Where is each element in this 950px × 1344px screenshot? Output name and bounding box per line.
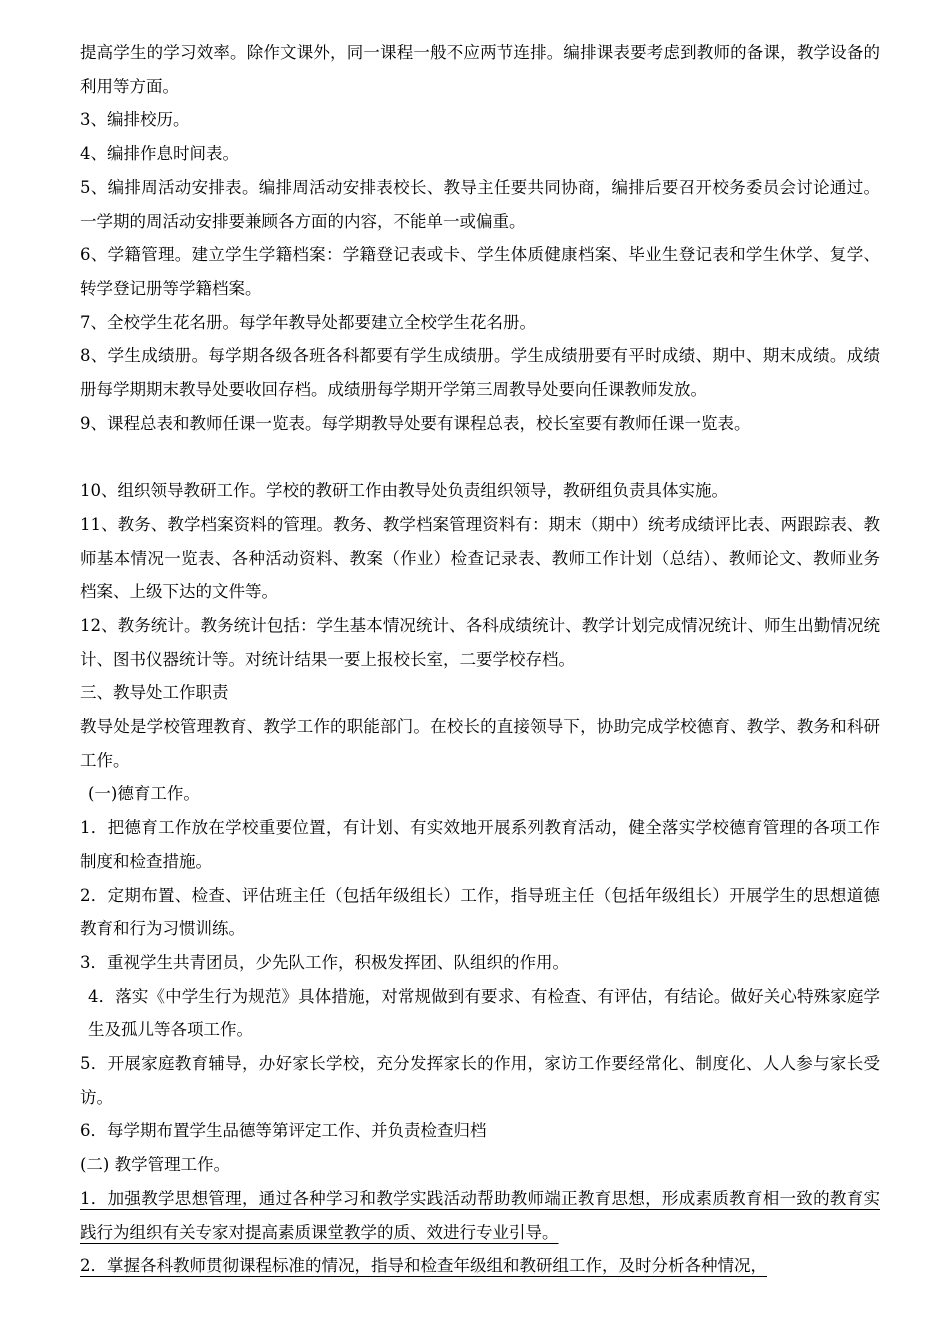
item-4-timetable: 4、编排作息时间表。 <box>80 144 239 164</box>
moral-item-1: 1．把德育工作放在学校重要位置，有计划、有实效地开展系列教育活动，健全落实学校德育管理的各项工作制度和检查措施。 <box>80 818 880 871</box>
moral-item-3: 3．重视学生共青团员，少先队工作，积极发挥团、队组织的作用。 <box>80 952 569 972</box>
subheading-teaching-management: (二) 教学管理工作。 <box>80 1155 231 1175</box>
item-6-student-records: 6、学籍管理。建立学生学籍档案：学籍登记表或卡、学生体质健康档案、毕业生登记表和学生休学、复学、转学登记册等学籍档案。 <box>80 245 880 298</box>
paragraph-scheduling-continued: 提高学生的学习效率。除作文课外，同一课程一般不应两节连排。编排课表要考虑到教师的备课，教学设备的利用等方面。 <box>80 43 880 96</box>
item-11-archives: 11、教务、教学档案资料的管理。教务、教学档案管理资料有：期末（期中）统考成绩评比表、两跟踪表、教师基本情况一览表、各种活动资料、教案（作业）检查记录表、教师工作计划（总结）、教师论文、教师业务档案、上级下达的文件等。 <box>80 514 880 602</box>
section-heading-duties: 三、教导处工作职责 <box>80 683 229 703</box>
item-10-teaching-research: 10、组织领导教研工作。学校的教研工作由教导处负责组织领导，教研组负责具体实施。 <box>80 481 728 501</box>
moral-item-6: 6．每学期布置学生品德等第评定工作、并负责检查归档 <box>80 1121 487 1141</box>
subheading-moral-education: (一)德育工作。 <box>88 784 200 804</box>
moral-item-5: 5．开展家庭教育辅导，办好家长学校，充分发挥家长的作用，家访工作要经常化、制度化、人人参与家长受访。 <box>80 1054 880 1107</box>
paragraph-office-intro: 教导处是学校管理教育、教学工作的职能部门。在校长的直接领导下，协助完成学校德育、教学、教务和科研工作。 <box>80 717 880 770</box>
item-5-weekly-activities: 5、编排周活动安排表。编排周活动安排表校长、教导主任要共同协商，编排后要召开校务委员会讨论通过。一学期的周活动安排要兼顾各方面的内容，不能单一或偏重。 <box>80 177 880 231</box>
teaching-item-1: 1．加强教学思想管理，通过各种学习和教学实践活动帮助教师端正教育思想，形成素质教育相一致的教育实践行为组织有关专家对提高素质课堂教学的质、效进行专业引导。 <box>80 1188 880 1242</box>
item-12-statistics: 12、教务统计。教务统计包括：学生基本情况统计、各科成绩统计、教学计划完成情况统计、师生出勤情况统计、图书仪器统计等。对统计结果一要上报校长室，二要学校存档。 <box>80 615 880 669</box>
item-3-school-calendar: 3、编排校历。 <box>80 110 190 130</box>
item-8-grade-book: 8、学生成绩册。每学期各级各班各科都要有学生成绩册。学生成绩册要有平时成绩、期中、期末成绩。成绩册每学期期末教导处要收回存档。成绩册每学期开学第三周教导处要向任课教师发放。 <box>80 346 880 400</box>
document-page <box>80 36 880 1283</box>
item-7-student-roster: 7、全校学生花名册。每学年教导处都要建立全校学生花名册。 <box>80 312 536 332</box>
moral-item-4: 4．落实《中学生行为规范》具体措施，对常规做到有要求、有检查、有评估，有结论。做好关心特殊家庭学生及孤儿等各项工作。 <box>88 986 880 1040</box>
moral-item-2: 2．定期布置、检查、评估班主任（包括年级组长）工作，指导班主任（包括年级组长）开展学生的思想道德教育和行为习惯训练。 <box>80 885 880 939</box>
blank-line <box>80 440 880 474</box>
teaching-item-2: 2．掌握各科教师贯彻课程标准的情况，指导和检查年级组和教研组工作，及时分析各种情况， <box>80 1256 767 1276</box>
item-9-course-tables: 9、课程总表和教师任课一览表。每学期教导处要有课程总表，校长室要有教师任课一览表。 <box>80 413 751 433</box>
